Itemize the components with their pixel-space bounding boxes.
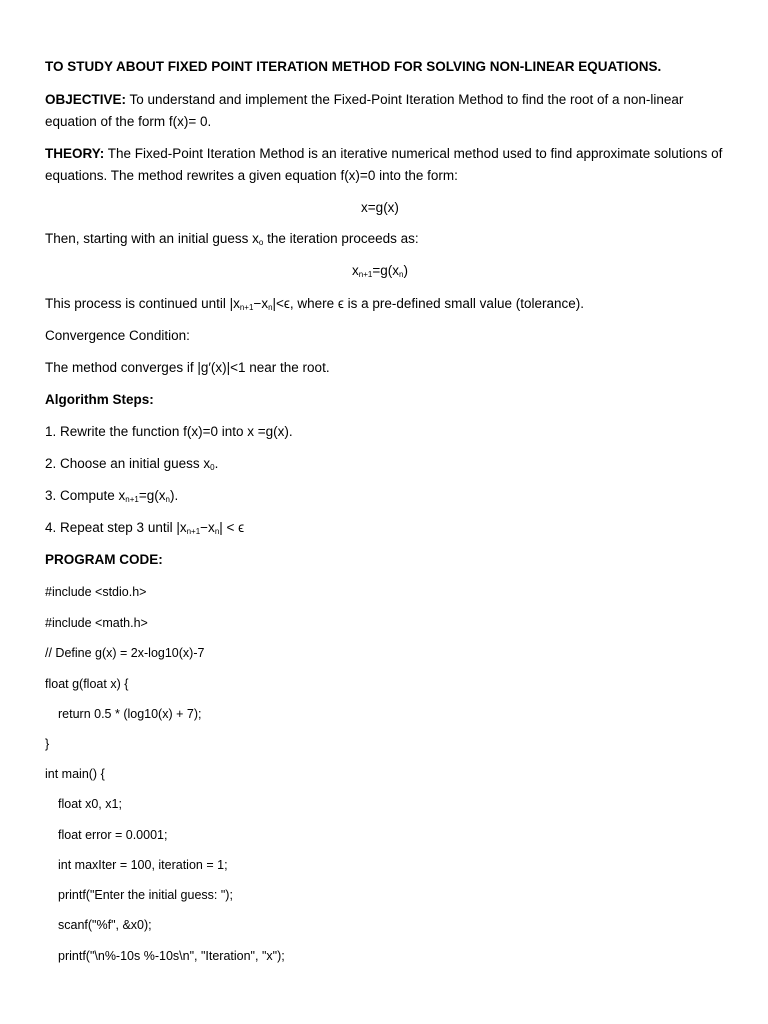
formula-fixed-point: x=g(x) bbox=[361, 200, 399, 215]
code-line: float g(float x) { bbox=[45, 677, 129, 691]
code-line: } bbox=[45, 737, 50, 751]
program-code-heading: PROGRAM CODE: bbox=[45, 552, 163, 567]
code-line: return 0.5 * (log10(x) + 7); bbox=[58, 707, 202, 721]
algorithm-step-2: 2. Choose an initial guess $x_0$. bbox=[45, 456, 219, 472]
code-line: int main() { bbox=[45, 767, 105, 781]
code-line: #include <stdio.h> bbox=[45, 585, 147, 599]
code-line: printf("Enter the initial guess: "); bbox=[58, 888, 233, 902]
code-line: float x0, x1; bbox=[58, 797, 122, 811]
code-line: // Define g(x) = 2x-log10(x)-7 bbox=[45, 646, 205, 660]
code-line: #include <math.h> bbox=[45, 616, 148, 630]
formula-iteration: $x_{n+1}=g(x_n)$ bbox=[352, 263, 408, 279]
theory-paragraph bbox=[45, 143, 730, 187]
code-line: printf("\n%-10s %-10s\n", "Iteration", "x"); bbox=[58, 949, 285, 963]
objective-label: OBJECTIVE: bbox=[45, 92, 127, 107]
objective-text: To understand and implement the Fixed-Point Iteration Method to find the root of a non-linear equation of the form f(x)= 0. bbox=[45, 92, 684, 129]
algorithm-step-1: 1. Rewrite the function f(x)=0 into x =g(x). bbox=[45, 424, 293, 439]
convergence-text: The method converges if |g′(x)|<1 near the root. bbox=[45, 360, 330, 375]
code-line: float error = 0.0001; bbox=[58, 828, 168, 842]
algorithm-step-3: 3. Compute $x_{n+1}=g(x_n)$. bbox=[45, 488, 179, 504]
algorithm-step-4: 4. Repeat step 3 until $|x_{n+1}-x_n| < \epsilon$ bbox=[45, 520, 245, 536]
code-line: scanf("%f", &x0); bbox=[58, 918, 152, 932]
iteration-intro: Then, starting with an initial guess $x_o$ the iteration proceeds as: bbox=[45, 231, 419, 247]
convergence-label: Convergence Condition: bbox=[45, 328, 190, 343]
objective-paragraph bbox=[45, 89, 730, 133]
stopping-criterion: This process is continued until $|x_{n+1}-x_n|<\epsilon$, where ϵ is a pre-defined small value (tolerance). bbox=[45, 296, 584, 312]
theory-label: THEORY: bbox=[45, 146, 105, 161]
theory-text: The Fixed-Point Iteration Method is an iterative numerical method used to find approximate solutions of equations. The method rewrites a given equation f(x)=0 into the form: bbox=[45, 146, 723, 183]
algorithm-heading: Algorithm Steps: bbox=[45, 392, 154, 407]
document-title: TO STUDY ABOUT FIXED POINT ITERATION METHOD FOR SOLVING NON-LINEAR EQUATIONS. bbox=[45, 59, 662, 74]
code-line: int maxIter = 100, iteration = 1; bbox=[58, 858, 228, 872]
